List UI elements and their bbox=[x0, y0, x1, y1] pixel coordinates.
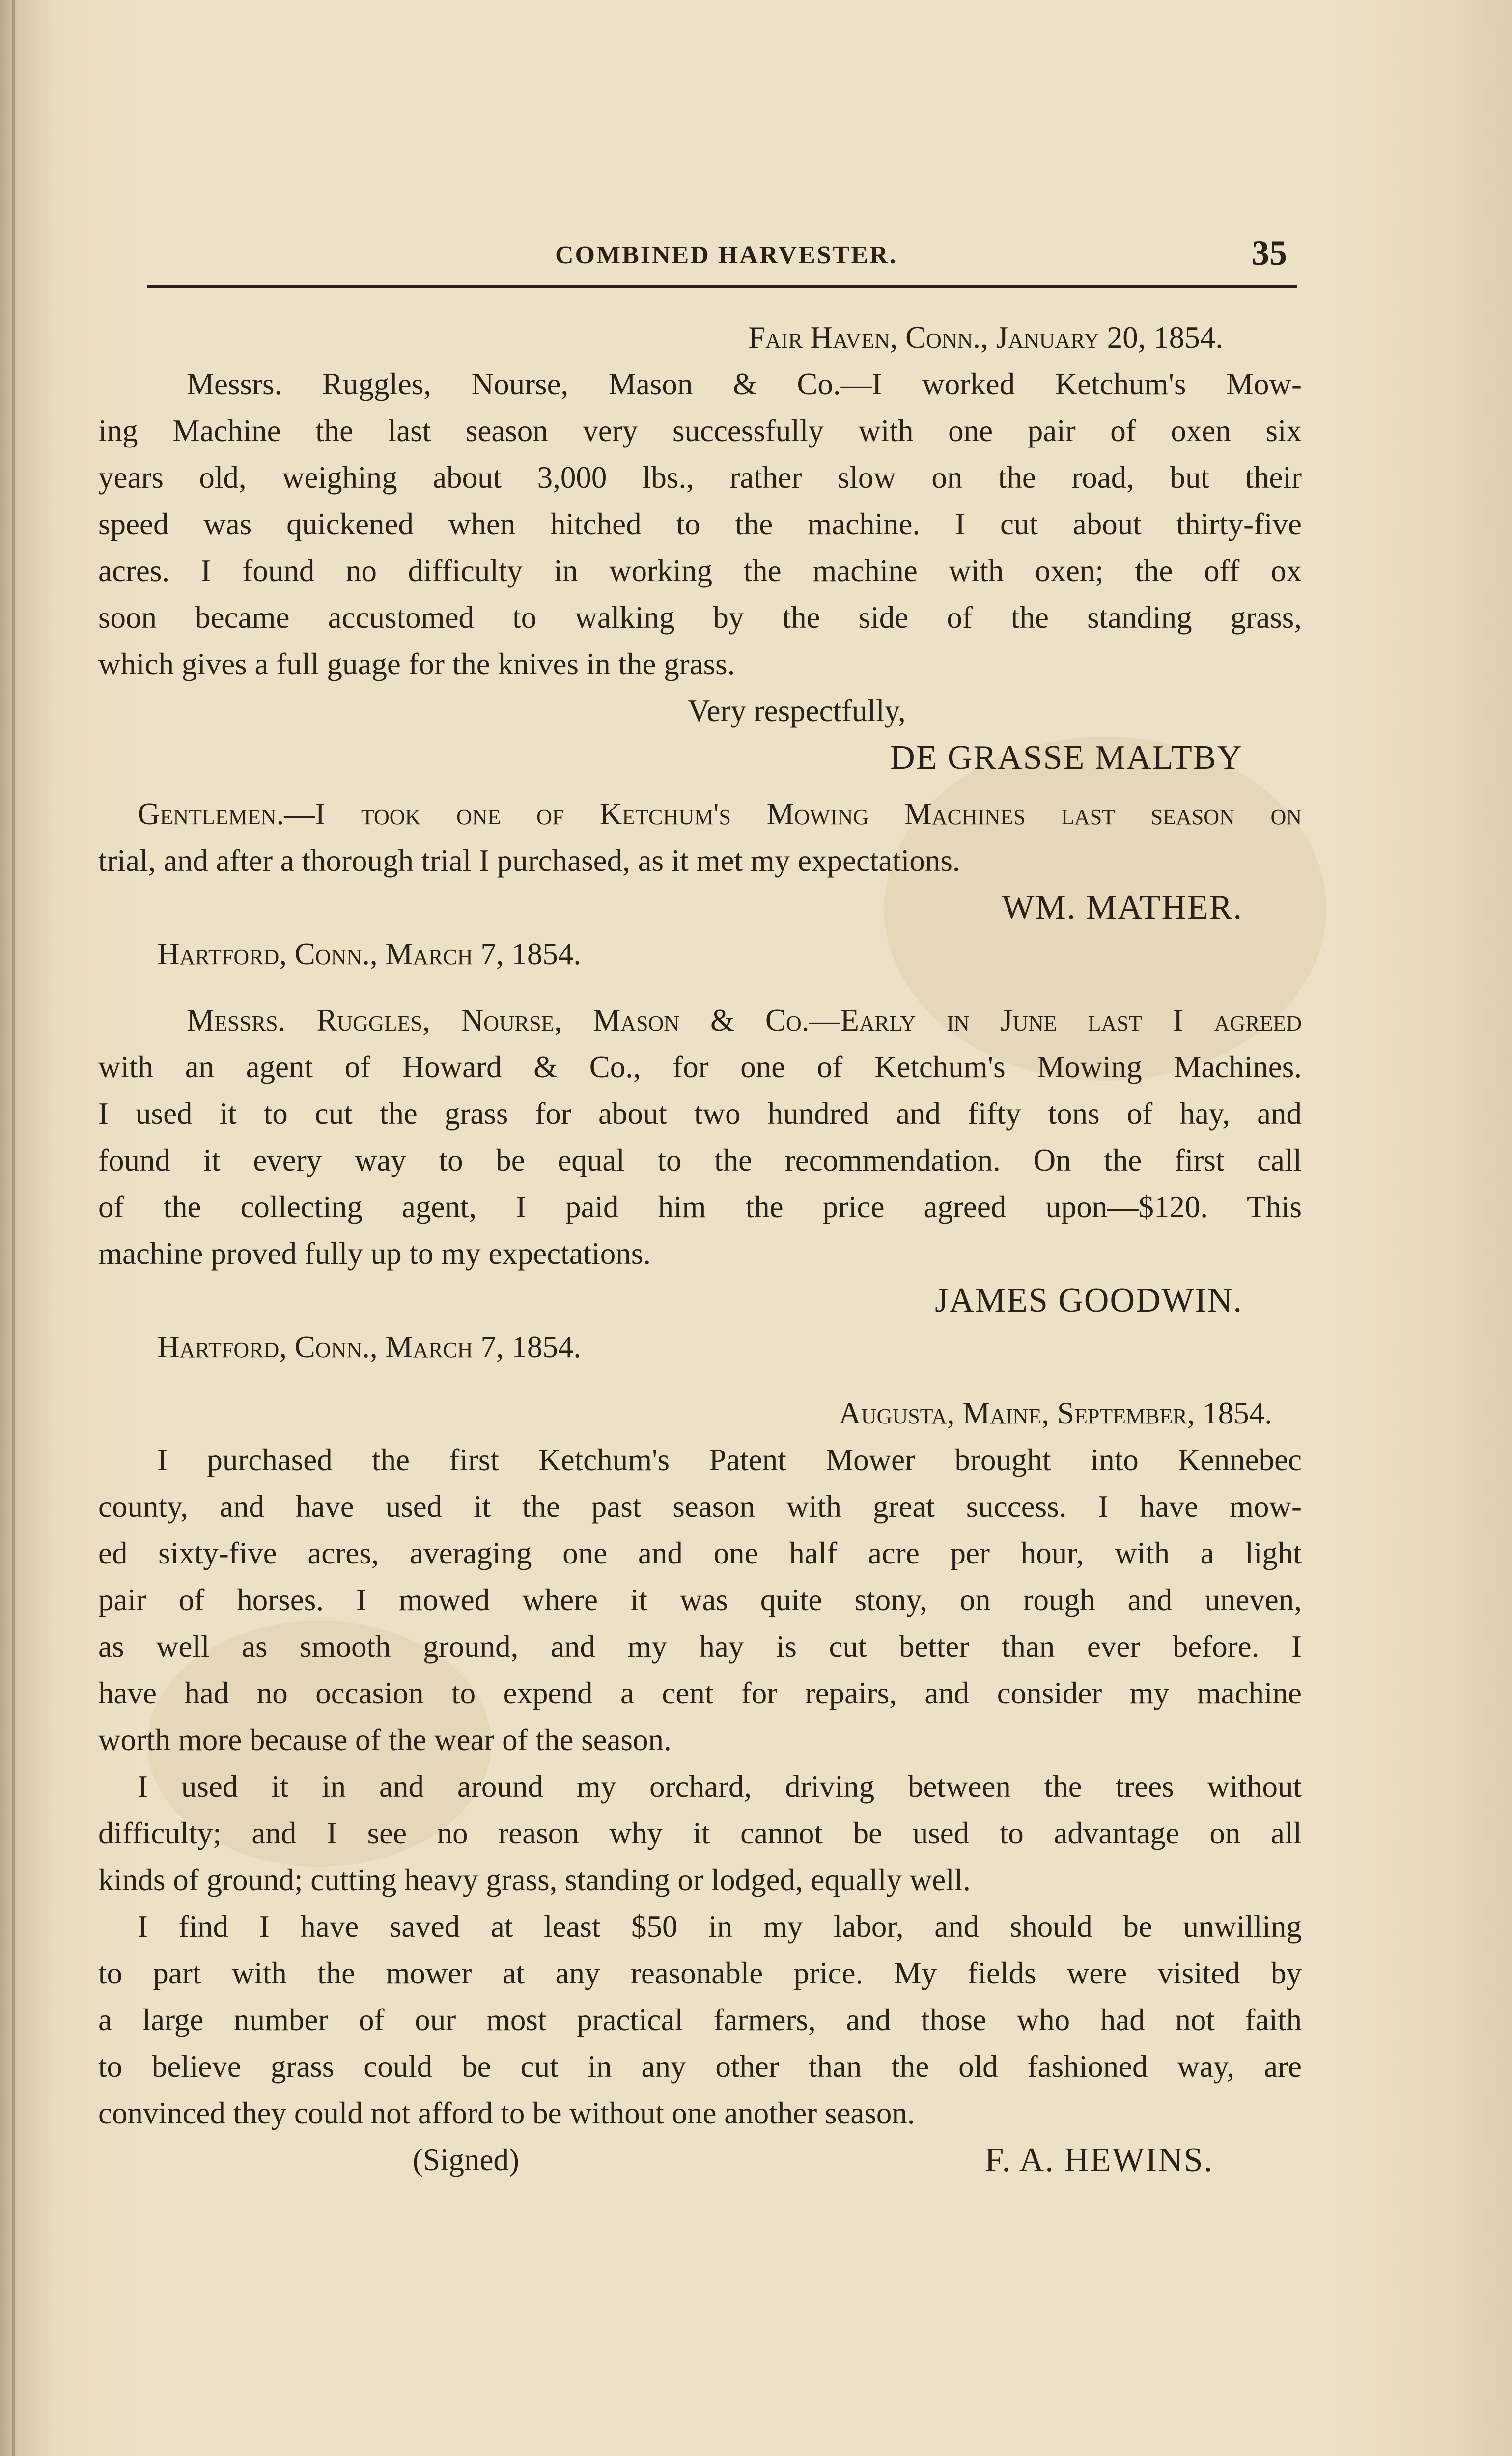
text-line: Messrs. Ruggles, Nourse, Mason & Co.—Early in June last I agreed bbox=[187, 1003, 1302, 1037]
letter-mather bbox=[98, 791, 1302, 977]
page-header bbox=[147, 231, 1297, 290]
text-line: which gives a full guage for the knives in the grass. bbox=[98, 647, 735, 681]
text-line: to believe grass could be cut in any other than the old fashioned way, are bbox=[98, 2049, 1302, 2084]
text-line: of the collecting agent, I paid him the price agreed upon—$120. This bbox=[98, 1190, 1302, 1224]
text-line: trial, and after a thorough trial I purchased, as it met my expectations. bbox=[98, 843, 960, 878]
text-line: difficulty; and I see no reason why it cannot be used to advantage on all bbox=[98, 1816, 1302, 1850]
text-line: years old, weighing about 3,000 lbs., rather slow on the road, but their bbox=[98, 460, 1302, 495]
text-line: Messrs. Ruggles, Nourse, Mason & Co.—I worked Ketchum's Mow- bbox=[187, 367, 1302, 401]
text-line: machine proved fully up to my expectations. bbox=[98, 1236, 651, 1271]
signed-label: (Signed) bbox=[413, 2143, 519, 2177]
text-line: as well as smooth ground, and my hay is cut better than ever before. I bbox=[98, 1629, 1302, 1664]
closing: Very respectfully, bbox=[688, 694, 906, 728]
text-line: I used it in and around my orchard, driving between the trees without bbox=[138, 1769, 1302, 1804]
page-number: 35 bbox=[1252, 233, 1287, 273]
text-line: county, and have used it the past season with great success. I have mow- bbox=[98, 1489, 1302, 1524]
letter-maltby bbox=[98, 314, 1302, 781]
text-line: acres. I found no difficulty in working the machine with oxen; the off ox bbox=[98, 554, 1302, 588]
signature: WM. MATHER. bbox=[1002, 889, 1243, 926]
page-gutter bbox=[12, 0, 15, 2456]
text-line: convinced they could not afford to be without one another season. bbox=[98, 2096, 915, 2130]
text-line: kinds of ground; cutting heavy grass, standing or lodged, equally well. bbox=[98, 1863, 971, 1897]
letter-hewins bbox=[98, 1390, 1302, 2183]
text-line: to part with the mower at any reasonable price. My fields were visited by bbox=[98, 1956, 1302, 1990]
text-line: found it every way to be equal to the recommendation. On the first call bbox=[98, 1143, 1302, 1177]
signature: F. A. HEWINS. bbox=[984, 2141, 1213, 2179]
running-title: COMBINED HARVESTER. bbox=[555, 241, 897, 269]
text-line: pair of horses. I mowed where it was quite stony, on rough and uneven, bbox=[98, 1583, 1302, 1617]
text-line: a large number of our most practical farmers, and those who had not faith bbox=[98, 2003, 1302, 2037]
dateline: Augusta, Maine, September, 1854. bbox=[839, 1396, 1272, 1430]
place-date: Hartford, Conn., March 7, 1854. bbox=[157, 937, 582, 971]
letter-goodwin bbox=[98, 997, 1302, 1370]
signature-row bbox=[98, 2137, 1302, 2183]
text-line: Gentlemen.—I took one of Ketchum's Mowing Machines last season on bbox=[138, 797, 1302, 831]
text-line: with an agent of Howard & Co., for one of Ketchum's Mowing Machines. bbox=[98, 1050, 1302, 1084]
text-line: I used it to cut the grass for about two hundred and fifty tons of hay, and bbox=[98, 1096, 1302, 1131]
place-date: Hartford, Conn., March 7, 1854. bbox=[157, 1330, 582, 1364]
text-line: I find I have saved at least $50 in my labor, and should be unwilling bbox=[138, 1909, 1302, 1944]
signature: JAMES GOODWIN. bbox=[935, 1282, 1243, 1319]
text-line: ing Machine the last season very successfully with one pair of oxen six bbox=[98, 414, 1302, 448]
dateline: Fair Haven, Conn., January 20, 1854. bbox=[748, 320, 1223, 355]
text-line: I purchased the first Ketchum's Patent Mower brought into Kennebec bbox=[157, 1443, 1302, 1477]
text-line: have had no occasion to expend a cent for repairs, and consider my machine bbox=[98, 1676, 1302, 1710]
page-body bbox=[98, 314, 1302, 2183]
text-line: ed sixty-five acres, averaging one and one half acre per hour, with a light bbox=[98, 1536, 1302, 1570]
text-line: soon became accustomed to walking by the side of the standing grass, bbox=[98, 600, 1302, 635]
header-rule bbox=[147, 285, 1297, 288]
signature: DE GRASSE MALTBY bbox=[890, 739, 1243, 777]
text-line: speed was quickened when hitched to the machine. I cut about thirty-five bbox=[98, 507, 1302, 541]
text-line: worth more because of the wear of the season. bbox=[98, 1723, 672, 1757]
